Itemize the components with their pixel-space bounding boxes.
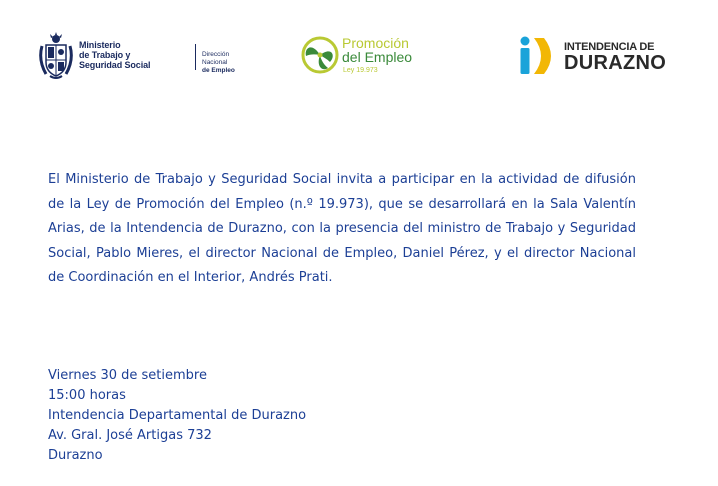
intendencia-durazno-emblem-icon bbox=[518, 36, 562, 76]
event-city: Durazno bbox=[48, 448, 103, 463]
ministerio-name-line3: Seguridad Social bbox=[79, 60, 151, 70]
logo-divider bbox=[195, 44, 196, 70]
intendencia-name-line2: DURAZNO bbox=[564, 52, 667, 74]
intendencia-durazno-logo bbox=[518, 36, 668, 78]
event-date: Viernes 30 de setiembre bbox=[48, 368, 207, 383]
promocion-title-line2: del Empleo bbox=[342, 49, 413, 65]
event-address: Av. Gral. José Artigas 732 bbox=[48, 428, 212, 443]
ministerio-logo bbox=[38, 32, 238, 82]
intendencia-name-line1: INTENDENCIA DE bbox=[564, 41, 655, 53]
promocion-title-line1: Promoción bbox=[342, 35, 409, 51]
logo-bar bbox=[0, 30, 718, 86]
invitation-paragraph: El Ministerio de Trabajo y Seguridad Social invita a participar en la actividad de difusión de la Ley de Promoción del Empleo (n.º 19.973), que se desarrollará en la Sala Valentín Arias, de la Intendencia de Durazno, con la presencia del ministro de Trabajo y Seguridad Social, Pablo Mieres, el director Nacional de Empleo, Daniel Pérez, y el director Nacional de Coordinación en el Interior, Andrés Prati. bbox=[48, 172, 636, 285]
direccion-line1: Dirección Nacional bbox=[202, 51, 230, 66]
event-venue: Intendencia Departamental de Durazno bbox=[48, 408, 307, 423]
ministerio-name bbox=[79, 40, 150, 70]
direccion-line2: de Empleo bbox=[202, 67, 235, 74]
event-details bbox=[48, 366, 306, 466]
promocion-law-number: Ley 19.973 bbox=[343, 67, 378, 74]
direccion-nacional-label bbox=[202, 51, 238, 75]
uruguay-coat-of-arms-icon bbox=[38, 32, 74, 80]
ministerio-name-line2: de Trabajo y bbox=[79, 50, 131, 60]
event-time: 15:00 horas bbox=[48, 388, 126, 403]
promocion-empleo-emblem-icon bbox=[300, 34, 340, 76]
ministerio-name-line1: Ministerio bbox=[79, 40, 121, 50]
promocion-empleo-logo bbox=[300, 34, 430, 80]
